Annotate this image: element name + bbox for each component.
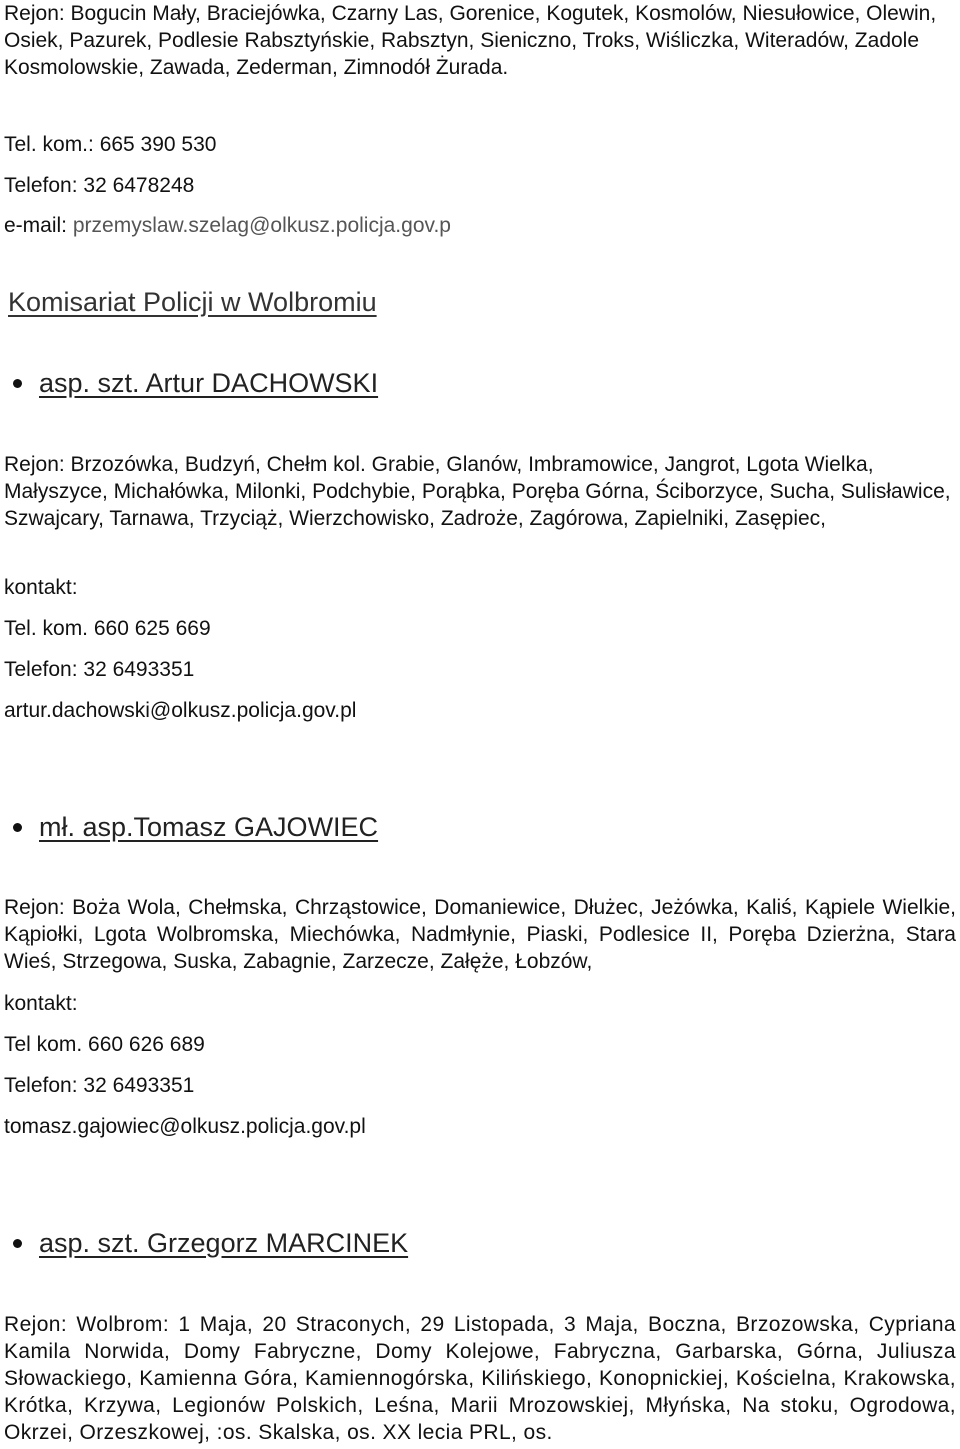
landline-phone-text: Telefon: 32 6493351	[4, 658, 195, 681]
landline-phone-text: Telefon: 32 6493351	[4, 1074, 195, 1097]
email-row	[4, 697, 956, 724]
district-list: Rejon: Wolbrom: 1 Maja, 20 Straconych, 29 Listopada, 3 Maja, Boczna, Brzozowska, Cypriana Kamila Norwida, Domy Fabryczne, Domy Kolejowe, Fabryczna, Garbarska, Górna, Juliusza Słowackiego, Kamienna Góra, Kamiennogórska, Kilińskiego, Konopnickiej, Kościelna, Krakowska, Krótka, Krzywa, Legionów Polskich, Leśna, Marii Mrozowskiej, Młyńska, Na stoku, Ogrodowa, Okrzei, Orzeszkowej, :os. Skalska, os. XX lecia PRL, os.	[4, 1313, 956, 1444]
officer-name: mł. asp.Tomasz GAJOWIEC	[39, 812, 379, 842]
bullet-icon	[13, 823, 22, 832]
top-email-row	[4, 212, 956, 239]
top-contact-block	[4, 0, 956, 81]
bullet-icon	[13, 1239, 22, 1248]
officer-district-block	[4, 1311, 956, 1446]
contact-label: kontakt:	[4, 992, 78, 1015]
mobile-phone-row	[4, 1031, 956, 1058]
mobile-phone-row	[4, 615, 956, 642]
mobile-phone-text: Tel. kom.: 665 390 530	[4, 133, 217, 156]
contact-label-row	[4, 990, 956, 1017]
top-phone-mobile	[4, 131, 956, 158]
mobile-phone-text: Tel kom. 660 626 689	[4, 1033, 205, 1056]
email-address[interactable]: tomasz.gajowiec@olkusz.policja.gov.pl	[4, 1115, 366, 1138]
email-label: e-mail:	[4, 214, 73, 237]
bullet-icon	[13, 379, 22, 388]
officer-item	[0, 810, 378, 844]
landline-phone-row	[4, 1072, 956, 1099]
officer-item	[0, 1226, 408, 1260]
contact-label-row	[4, 574, 956, 601]
email-line	[4, 212, 956, 239]
section-heading: Komisariat Policji w Wolbromiu	[8, 287, 377, 317]
email-address[interactable]: przemyslaw.szelag@olkusz.policja.gov.p	[72, 214, 451, 237]
contact-label: kontakt:	[4, 576, 78, 599]
district-list: Rejon: Boża Wola, Chełmska, Chrząstowice, Domaniewice, Dłużec, Jeżówka, Kaliś, Kąpiele Wielkie, Kąpiołki, Lgota Wolbromska, Miechówka, Nadmłynie, Piaski, Podlesice II, Poręba Dzierżna, Stara Wieś, Strzegowa, Suska, Zabagnie, Zarzecze, Załęże, Łobzów,	[4, 896, 956, 973]
officer-item	[0, 366, 378, 400]
mobile-phone-text: Tel. kom. 660 625 669	[4, 617, 211, 640]
officer-district-block	[4, 894, 956, 975]
district-list: Rejon: Brzozówka, Budzyń, Chełm kol. Grabie, Glanów, Imbramowice, Jangrot, Lgota Wielka, Małyszyce, Michałówka, Milonki, Podchybie, Porąbka, Poręba Górna, Ściborzyce, Sucha, Sulisławice, Szwajcary, Tarnawa, Trzyciąż, Wierzchowisko, Zadroże, Zagórowa, Zapielniki, Zasępiec,	[4, 453, 951, 530]
officer-name: asp. szt. Artur DACHOWSKI	[39, 368, 379, 398]
officer-name: asp. szt. Grzegorz MARCINEK	[39, 1228, 409, 1258]
district-list: Rejon: Bogucin Mały, Braciejówka, Czarny Las, Gorenice, Kogutek, Kosmolów, Niesułowice, Olewin, Osiek, Pazurek, Podlesie Rabsztyńskie, Rabsztyn, Sieniczno, Troks, Wiśliczka, Witeradów, Zadole Kosmolowskie, Zawada, Zederman, Zimnodół Żurada.	[4, 2, 937, 79]
email-address[interactable]: artur.dachowski@olkusz.policja.gov.pl	[4, 699, 357, 722]
officer-district-block	[4, 451, 956, 532]
top-phone-landline	[4, 172, 956, 199]
email-row	[4, 1113, 956, 1140]
landline-phone-text: Telefon: 32 6478248	[4, 174, 195, 197]
landline-phone-row	[4, 656, 956, 683]
